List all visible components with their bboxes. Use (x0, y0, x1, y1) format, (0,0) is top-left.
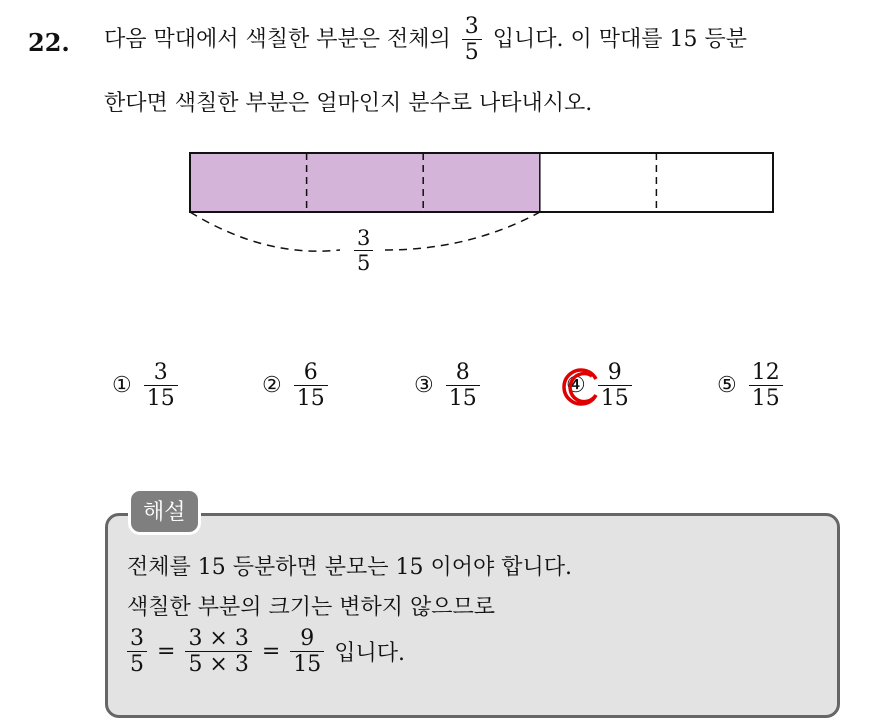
choice-denominator: 15 (294, 385, 328, 411)
figure-fraction-numerator: 3 (357, 226, 371, 250)
eq-denominator: 5 × 3 (185, 651, 251, 677)
bar-segment-shaded (190, 153, 307, 212)
figure-fraction-denominator: 5 (354, 250, 373, 275)
eq-fraction-2 (185, 626, 251, 678)
eq-fraction-3 (290, 626, 324, 678)
question-fraction-numerator: 3 (464, 14, 479, 39)
choice-fraction-2 (294, 360, 328, 412)
eq-after-text: 입니다. (334, 641, 406, 667)
choice-numerator: 9 (607, 360, 622, 385)
choice-2[interactable] (262, 360, 332, 412)
choice-fraction-5 (749, 360, 783, 412)
choice-marker-2: ② (262, 373, 282, 399)
explanation-equation (127, 626, 405, 678)
fraction-bar-figure (0, 0, 884, 300)
question-text-after: 입니다. 이 막대를 15 등분 (492, 26, 747, 52)
choice-denominator: 15 (598, 385, 632, 411)
eq-denominator: 5 (127, 651, 147, 677)
choice-numerator: 3 (153, 360, 168, 385)
choice-5[interactable] (717, 360, 787, 412)
brace-arc (190, 212, 340, 251)
eq-fraction-1 (127, 626, 147, 678)
choice-marker-1: ① (112, 373, 132, 399)
question-fraction-denominator: 5 (462, 39, 482, 65)
choice-marker-4-text: ④ (566, 373, 586, 399)
choice-denominator: 15 (144, 385, 178, 411)
selected-answer-circle-icon (558, 365, 604, 411)
figure-fraction-label (354, 226, 373, 275)
choice-denominator: 15 (446, 385, 480, 411)
explanation-line-1: 전체를 15 등분하면 분모는 15 이어야 합니다. (127, 555, 572, 580)
bar-segment-shaded (423, 153, 540, 212)
choice-numerator: 8 (455, 360, 470, 385)
brace-arc-right (385, 212, 540, 250)
choice-marker-3: ③ (414, 373, 434, 399)
explanation-tag: 해설 (128, 488, 201, 535)
question-line-2: 한다면 색칠한 부분은 얼마인지 분수로 나타내시오. (104, 91, 593, 116)
bar-segment-empty (656, 153, 773, 212)
choice-fraction-3 (446, 360, 480, 412)
choice-marker-4 (566, 373, 586, 398)
explanation-line-2: 색칠한 부분의 크기는 변하지 않으므로 (127, 595, 496, 620)
choice-1[interactable] (112, 360, 182, 412)
question-number: 22. (28, 28, 70, 57)
choice-marker-5: ⑤ (717, 373, 737, 399)
eq-equals-1: = (157, 639, 176, 665)
choice-3[interactable] (414, 360, 484, 412)
bar-segment-empty (540, 153, 657, 212)
choice-numerator: 12 (751, 360, 780, 385)
question-text-before: 다음 막대에서 색칠한 부분은 전체의 (104, 26, 451, 52)
eq-denominator: 15 (290, 651, 324, 677)
eq-numerator: 9 (300, 626, 315, 651)
bar-segment-shaded (307, 153, 424, 212)
eq-numerator: 3 (130, 626, 144, 651)
eq-equals-2: = (261, 639, 281, 665)
choice-denominator: 15 (749, 385, 783, 411)
choice-4[interactable] (566, 360, 636, 412)
bar-segments (190, 153, 773, 212)
choice-numerator: 6 (303, 360, 318, 385)
choice-fraction-1 (144, 360, 178, 412)
eq-numerator: 3 × 3 (188, 626, 249, 651)
